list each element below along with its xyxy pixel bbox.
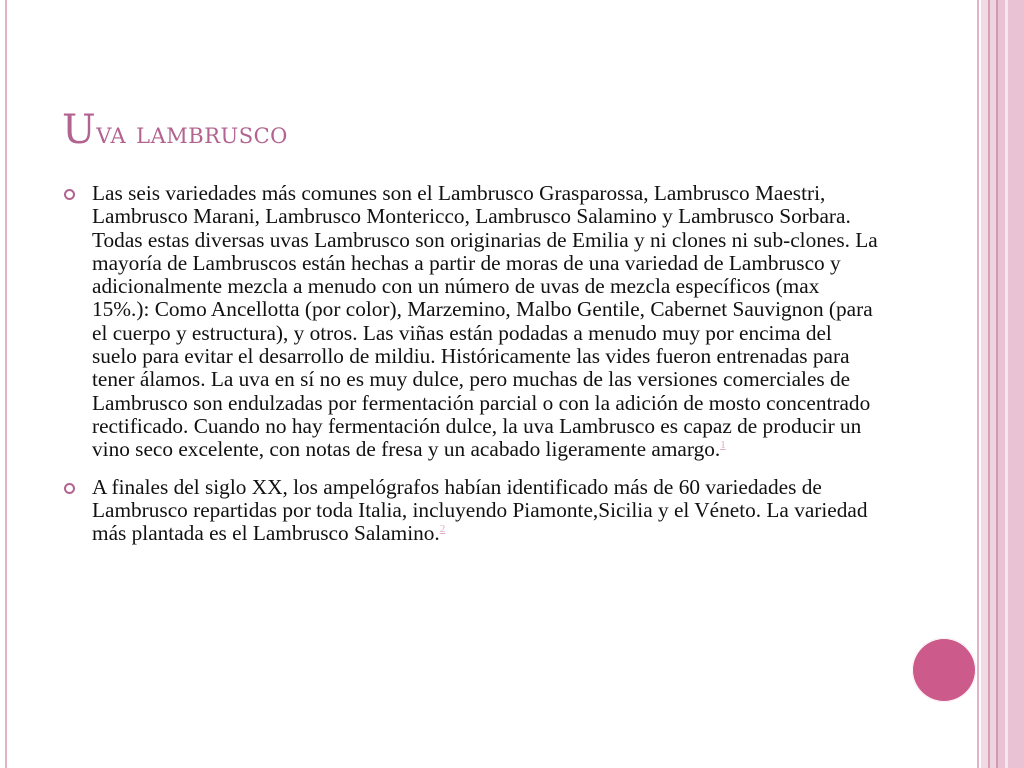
bullet-text: A finales del siglo XX, los ampelógrafos habían identificado más de 60 variedades de Lambrusco repartidas por toda Italia, incluyendo Piamonte,Sicilia y el Véneto. La variedad más plantada es el Lambrusco Salamino. [92, 474, 868, 546]
title-rest: va lambrusco [96, 116, 288, 151]
title-initial: U [62, 107, 97, 153]
side-stripes [981, 0, 1024, 768]
slide-title [62, 107, 288, 153]
bullet-item-2 [62, 476, 882, 546]
hollow-circle-bullet-icon [64, 483, 75, 494]
right-frame-line [977, 0, 979, 768]
stripe [981, 0, 988, 768]
stripe [1005, 0, 1008, 768]
pink-circle-icon [912, 638, 976, 702]
left-frame-line [5, 0, 7, 768]
footnote-link[interactable]: 1 [720, 439, 726, 452]
bullet-text: Las seis variedades más comunes son el Lambrusco Grasparossa, Lambrusco Maestri, Lambrusco Marani, Lambrusco Montericco, Lambrusco Salamino y Lambrusco Sorbara. Todas estas diversas uvas Lambrusco son originarias de Emilia y ni clones ni sub-clones. La mayoría de Lambruscos están hechas a partir de moras de una variedad de Lambrusco y adicionalmente mezcla a menudo con un número de uvas de mezcla específicos (max 15%.): Como Ancellotta (por color), Marzemino, Malbo Gentile, Cabernet Sauvignon (para el cuerpo y estructura), y otros. Las viñas están podadas a menudo muy por encima del suelo para evitar el desarrollo de mildiu. Históricamente las vides fueron entrenadas para tener álamos. La uva en sí no es muy dulce, pero muchas de las versiones comerciales de Lambrusco son endulzadas por fermentación parcial o con la adición de mosto concentrado rectificado. Cuando no hay fermentación dulce, la uva Lambrusco es capaz de producir un vino seco excelente, con notas de fresa y un acabado ligeramente amargo. [92, 181, 878, 462]
footnote-link[interactable]: 2 [439, 523, 446, 536]
hollow-circle-bullet-icon [64, 189, 75, 200]
stripe [998, 0, 1024, 768]
bullet-list [62, 182, 882, 559]
bullet-item-1 [62, 182, 882, 462]
